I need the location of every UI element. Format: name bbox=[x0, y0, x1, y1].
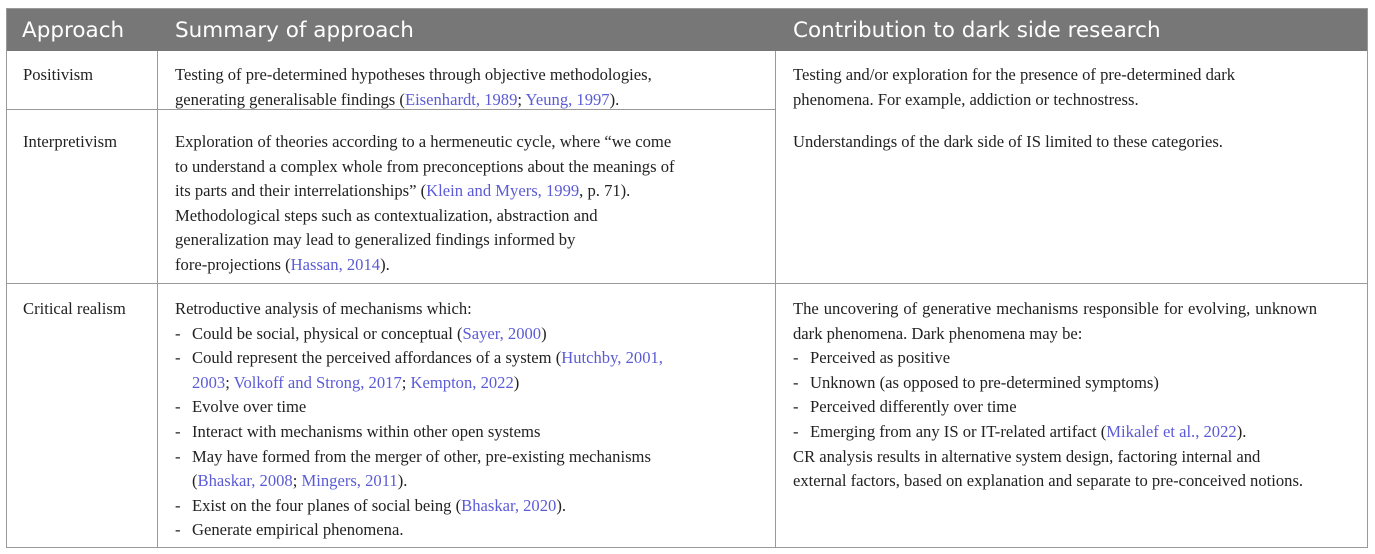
summary-text: generalization may lead to generalized findings informed by bbox=[175, 230, 576, 250]
summary-positivism bbox=[175, 63, 652, 112]
row-label-critical-realism: Critical realism bbox=[23, 299, 126, 318]
citation-link[interactable]: Bhaskar, 2008 bbox=[197, 471, 293, 491]
mechanism-list bbox=[175, 322, 663, 543]
row-label-interpretivism: Interpretivism bbox=[23, 132, 118, 151]
contribution-text: The uncovering of generative mechanisms responsible for evolving, unknown dark phenomena. Dark phenomena may be: bbox=[793, 299, 1317, 343]
table-header-row bbox=[7, 9, 1367, 51]
summary-text: its parts and their interrelationships” (Klein and Myers, 1999, p. 71). bbox=[175, 181, 631, 201]
citation-link[interactable]: Hassan, 2014 bbox=[290, 254, 381, 274]
citation-link[interactable]: Yeung, 1997 bbox=[525, 89, 610, 109]
summary-text: Testing of pre-determined hypotheses through objective methodologies, bbox=[175, 65, 652, 84]
list-item: - Could be social, physical or conceptual (Sayer, 2000) bbox=[175, 323, 547, 343]
contribution-positivism bbox=[793, 63, 1235, 112]
list-item: - May have formed from the merger of other, pre-existing mechanisms (Bhaskar, 2008; Mingers, 2011). bbox=[175, 446, 651, 491]
summary-critical-realism bbox=[175, 297, 663, 543]
citation-link[interactable]: Klein and Myers, 1999 bbox=[426, 181, 580, 201]
list-item: - Perceived as positive bbox=[793, 348, 951, 368]
summary-text: fore-projections (Hassan, 2014). bbox=[175, 254, 390, 274]
list-item: - Perceived differently over time bbox=[793, 397, 1017, 417]
column-divider bbox=[775, 51, 776, 547]
contribution-text: phenomena. For example, addiction or technostress. bbox=[793, 89, 1139, 109]
summary-text: Methodological steps such as contextualization, abstraction and bbox=[175, 205, 598, 225]
citation-link[interactable]: Mikalef et al., 2022 bbox=[1106, 421, 1237, 441]
summary-text: generating generalisable findings (Eisenhardt, 1989; Yeung, 1997). bbox=[175, 89, 620, 109]
citation-link[interactable]: Volkoff and Strong, 2017 bbox=[233, 372, 402, 392]
column-divider bbox=[157, 51, 158, 547]
list-item: - Generate empirical phenomena. bbox=[175, 520, 404, 540]
citation-link[interactable]: 2003 bbox=[192, 372, 226, 392]
citation-link[interactable]: Mingers, 2011 bbox=[301, 471, 398, 491]
list-item: - Interact with mechanisms within other open systems bbox=[175, 421, 541, 441]
citation-link[interactable]: Sayer, 2000 bbox=[462, 323, 542, 343]
contribution-interpretivism bbox=[793, 130, 1223, 155]
list-item: - Unknown (as opposed to pre-determined symptoms) bbox=[793, 372, 1159, 392]
citation-link[interactable]: Eisenhardt, 1989 bbox=[404, 89, 518, 109]
phenomena-list bbox=[793, 346, 1317, 444]
row-label-positivism: Positivism bbox=[23, 65, 94, 84]
column-header-contribution: Contribution to dark side research bbox=[793, 18, 1161, 43]
citation-link[interactable]: Bhaskar, 2020 bbox=[461, 495, 557, 515]
contribution-text: CR analysis results in alternative system design, factoring internal and external factors, based on explanation and separate to pre-conceived notions. bbox=[793, 446, 1304, 491]
list-item: - Could represent the perceived affordances of a system (Hutchby, 2001, 2003; Volkoff and Strong, 2017; Kempton, 2022) bbox=[175, 348, 663, 392]
summary-text: Retroductive analysis of mechanisms which: bbox=[175, 299, 472, 318]
summary-interpretivism bbox=[175, 130, 675, 278]
row-divider bbox=[7, 283, 1367, 284]
summary-text: Exploration of theories according to a hermeneutic cycle, where “we come bbox=[175, 132, 672, 151]
contribution-critical-realism bbox=[793, 297, 1317, 494]
column-header-approach: Approach bbox=[22, 18, 125, 43]
summary-text: to understand a complex whole from preconceptions about the meanings of bbox=[175, 156, 675, 176]
column-header-summary: Summary of approach bbox=[175, 18, 414, 43]
contribution-text: Understandings of the dark side of IS limited to these categories. bbox=[793, 132, 1223, 151]
list-item: - Evolve over time bbox=[175, 397, 307, 417]
list-item: - Exist on the four planes of social being (Bhaskar, 2020). bbox=[175, 495, 567, 515]
contribution-text: Testing and/or exploration for the presence of pre-determined dark bbox=[793, 65, 1236, 84]
approach-comparison-table bbox=[6, 8, 1368, 548]
list-item: - Emerging from any IS or IT-related artifact (Mikalef et al., 2022). bbox=[793, 421, 1247, 441]
citation-link[interactable]: Hutchby, 2001, bbox=[561, 348, 663, 368]
citation-link[interactable]: Kempton, 2022 bbox=[410, 372, 514, 392]
